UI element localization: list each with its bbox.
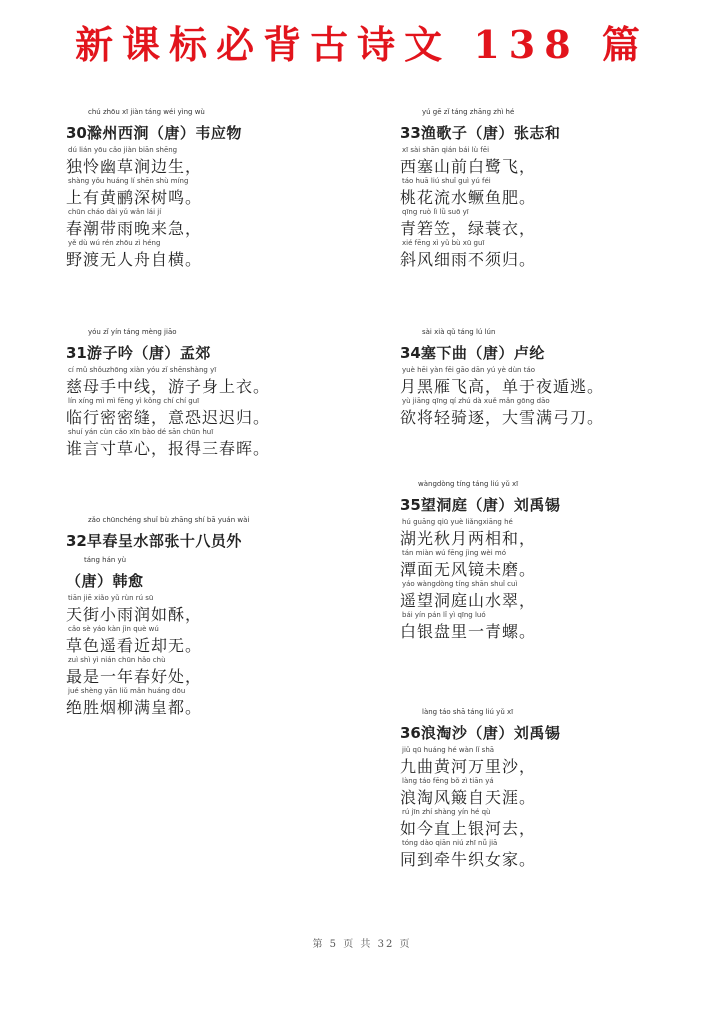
line-text: 天街小雨润如酥， [66, 605, 203, 624]
line-pinyin: xī sài shān qián bái lù fēi [402, 146, 490, 154]
line-text: 潭面无风镜未磨。 [400, 560, 537, 579]
line-text: 绝胜烟柳满皇都。 [66, 698, 203, 717]
poem-number: 34 [400, 344, 421, 362]
line-pinyin: jiǔ qū huáng hé wàn lǐ shā [402, 746, 495, 754]
poem-number: 31 [66, 344, 87, 362]
heading-pinyin: chú zhōu xī jiàn táng wéi yìng wù [88, 108, 205, 116]
page-footer: 第 5 页 共 32 页 [312, 939, 412, 950]
line-pinyin: shàng yǒu huáng lí shēn shù míng [68, 177, 189, 185]
heading-pinyin: zǎo chūnchéng shuǐ bù zhāng shí bā yuán wài [88, 516, 250, 524]
line-pinyin: shuí yán cùn cǎo xīn bào dé sān chūn huī [68, 428, 214, 436]
line-text: 独怜幽草涧边生， [66, 157, 203, 176]
line-text: 浪淘风簸自天涯。 [400, 788, 537, 807]
line-pinyin: jué shèng yān liǔ mǎn huáng dōu [68, 687, 186, 695]
poem-heading-line2: （唐）韩愈 [66, 572, 144, 590]
poem-number: 33 [400, 124, 421, 142]
line-text: 谁言寸草心，报得三春晖。 [66, 439, 271, 458]
line-pinyin: xié fēng xì yǔ bù xū guī [402, 239, 485, 247]
line-pinyin: cí mǔ shǒuzhōng xiàn yóu zǐ shēnshàng yī [68, 366, 217, 374]
heading-pinyin: táng hán yù [84, 556, 127, 564]
poem-heading: 渔歌子（唐）张志和 [420, 124, 561, 142]
poem-number: 36 [400, 724, 421, 742]
line-pinyin: lín xíng mì mì fēng yì kǒng chí chí guī [68, 397, 200, 405]
line-text: 斜风细雨不须归。 [400, 250, 537, 269]
line-text: 野渡无人舟自横。 [66, 250, 203, 269]
line-text: 同到牵牛织女家。 [400, 850, 537, 869]
line-text: 如今直上银河去， [400, 819, 537, 838]
heading-pinyin: yú gē zǐ táng zhāng zhì hé [422, 108, 515, 116]
line-pinyin: qīng ruò lì lǜ suō yī [402, 208, 469, 216]
heading-pinyin: sài xià qǔ táng lú lún [422, 328, 496, 336]
line-pinyin: yù jiāng qīng qí zhú dà xuě mǎn gōng dāo [402, 397, 550, 405]
poem-number: 35 [400, 496, 421, 514]
line-pinyin: zuì shì yì nián chūn hǎo chù [68, 656, 166, 664]
line-text: 春潮带雨晚来急， [66, 219, 203, 238]
line-text: 九曲黄河万里沙， [400, 757, 537, 776]
line-pinyin: làng táo fēng bǒ zì tiān yá [402, 777, 494, 785]
line-pinyin: táo huā liú shuǐ guì yú féi [402, 177, 491, 185]
line-pinyin: tóng dào qiān niú zhī nǚ jiā [402, 839, 498, 847]
line-text: 遥望洞庭山水翠， [400, 591, 537, 610]
line-pinyin: cǎo sè yáo kàn jìn què wú [68, 625, 159, 633]
line-pinyin: tiān jiē xiǎo yǔ rùn rú sū [68, 594, 154, 602]
poem-heading: 塞下曲（唐）卢纶 [420, 344, 545, 362]
line-text: 临行密密缝，意恐迟迟归。 [66, 408, 271, 427]
line-pinyin: dú lián yōu cǎo jiàn biān shēng [68, 146, 178, 154]
line-text: 西塞山前白鹭飞， [400, 157, 537, 176]
line-text: 桃花流水鳜鱼肥。 [400, 188, 537, 207]
poem-heading: 浪淘沙（唐）刘禹锡 [420, 724, 561, 742]
poem-number: 32 [66, 532, 87, 550]
line-pinyin: rú jīn zhí shàng yín hé qù [402, 808, 491, 816]
line-text: 慈母手中线，游子身上衣。 [66, 377, 271, 396]
page-title: 新课标必背古诗文 138 篇 [75, 22, 649, 67]
line-pinyin: hú guāng qiū yuè liǎngxiāng hé [402, 518, 513, 526]
line-text: 湖光秋月两相和， [400, 529, 537, 548]
poem-number: 30 [66, 124, 87, 142]
line-text: 月黑雁飞高，单于夜遁逃。 [400, 377, 605, 396]
line-text: 最是一年春好处， [66, 667, 203, 686]
line-text: 欲将轻骑逐，大雪满弓刀。 [400, 408, 605, 427]
poem-heading: 望洞庭（唐）刘禹锡 [420, 496, 561, 514]
line-pinyin: chūn cháo dài yǔ wǎn lái jí [68, 208, 162, 216]
heading-pinyin: làng táo shā táng liú yǔ xī [422, 708, 514, 716]
line-text: 上有黄鹂深树鸣。 [66, 188, 203, 207]
line-pinyin: yě dù wú rén zhōu zì héng [68, 239, 161, 247]
poem-heading: 滁州西涧（唐）韦应物 [86, 124, 242, 142]
line-pinyin: tán miàn wú fēng jìng wèi mó [402, 549, 506, 557]
line-pinyin: yuè hēi yàn fēi gāo dān yú yè dùn táo [402, 366, 536, 374]
poem-heading: 游子吟（唐）孟郊 [86, 344, 211, 362]
line-text: 青箬笠，绿蓑衣， [400, 219, 537, 238]
poem-heading: 早春呈水部张十八员外 [86, 532, 242, 550]
line-pinyin: yáo wàngdòng tíng shān shuǐ cuì [402, 580, 518, 588]
heading-pinyin: yóu zǐ yín táng mèng jiāo [88, 328, 177, 336]
line-pinyin: bái yín pán lǐ yì qīng luó [402, 611, 486, 619]
line-text: 白银盘里一青螺。 [400, 622, 537, 641]
line-text: 草色遥看近却无。 [66, 636, 203, 655]
heading-pinyin: wàngdòng tíng táng liú yǔ xī [418, 480, 519, 488]
